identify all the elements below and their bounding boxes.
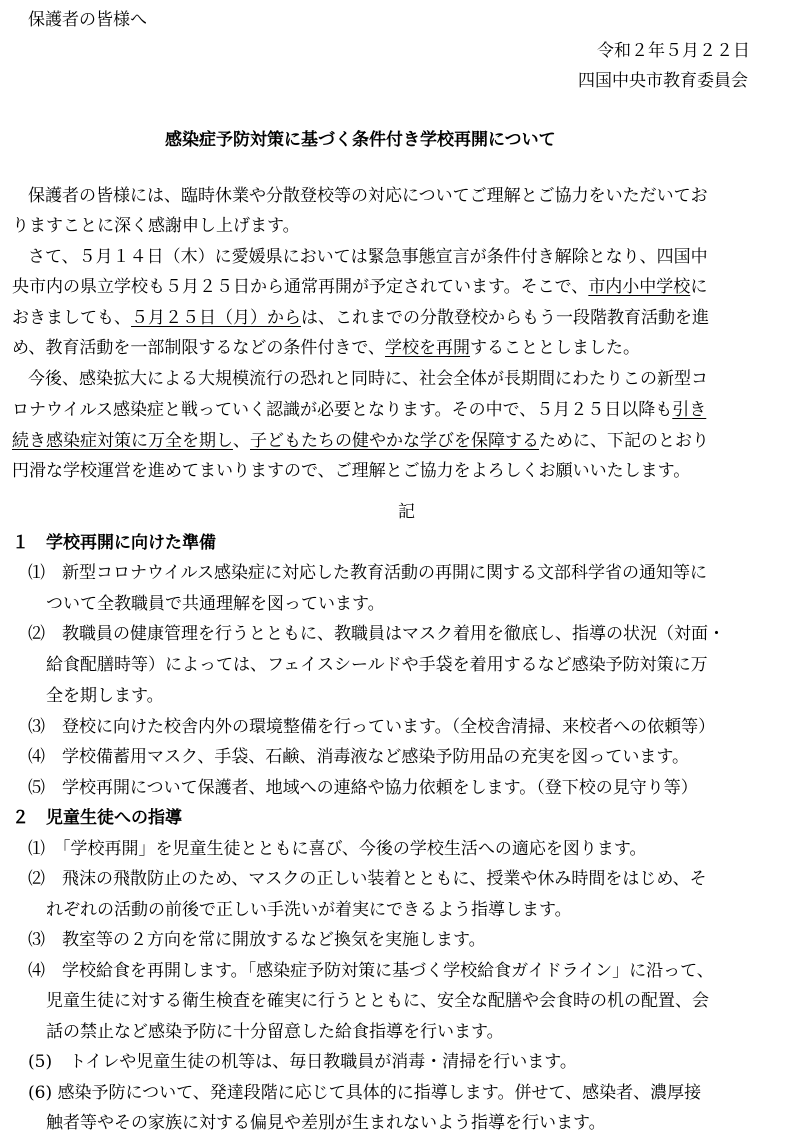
- ki-heading: 記: [398, 502, 415, 523]
- section1-heading: １ 学校再開に向けた準備: [12, 533, 216, 554]
- section2-item2-line2: れぞれの活動の前後で正しい手洗いが着実にできるよう指導します。: [46, 899, 572, 920]
- text: 央市内の県立学校も５月２５日から通常再開が予定されています。そこで、: [12, 277, 589, 298]
- text: 、: [233, 430, 250, 451]
- intro-p3-line2: [12, 399, 706, 421]
- intro-p2-line2: [12, 276, 707, 298]
- text: は、これまでの分散登校からもう一段階教育活動を進: [301, 308, 709, 329]
- section1-item4: ⑷ 学校備蓄用マスク、手袋、石鹸、消毒液など感染予防用品の充実を図っています。: [28, 746, 689, 767]
- section2-item4-line1: ⑷ 学校給食を再開します。「感染症予防対策に基づく学校給食ガイドライン」に沿って、: [28, 960, 714, 981]
- section1-item5: ⑸ 学校再開について保護者、地域への連絡や協力依頼をします。（登下校の見守り等）: [28, 777, 698, 798]
- page-title: 感染症予防対策に基づく条件付き学校再開について: [165, 129, 556, 150]
- section1-item2-line2: 給食配膳時等）によっては、フェイスシールドや手袋を着用するなど感染予防対策に万: [46, 655, 708, 676]
- intro-p2-line3: [12, 307, 709, 329]
- underlined-text: 引き: [672, 399, 707, 420]
- section2-item1: ⑴ 「学校再開」を児童生徒とともに喜び、今後の学校生活への適応を図ります。: [28, 838, 647, 859]
- underlined-text: 学校を再開: [384, 338, 470, 359]
- intro-p3-line4: 円滑な学校運営を進めてまいりますので、ご理解とご協力をよろしくお願いいたします。: [12, 460, 691, 481]
- text: することとしました。: [469, 338, 640, 359]
- intro-p1-line1: 保護者の皆様には、臨時休業や分散登校等の対応についてご理解とご協力をいただいてお: [28, 186, 708, 207]
- section1-item3: ⑶ 登校に向けた校舎内外の環境整備を行っています。（全校舎清掃、来校者への依頼等）: [28, 716, 716, 737]
- section1-item1-line1: ⑴ 新型コロナウイルス感染症に対応した教育活動の再開に関する文部科学省の通知等に: [28, 563, 707, 584]
- intro-p1-line2: りますことに深く感謝申し上げます。: [12, 216, 300, 237]
- issue-date: 令和２年５月２２日: [597, 40, 750, 61]
- text: ために、下記のとおり: [539, 430, 709, 451]
- section1-item1-line2: ついて全教職員で共通理解を図っています。: [46, 594, 385, 615]
- underlined-text: ５月２５日（月）から: [131, 308, 301, 329]
- underlined-text: 市内小中学校: [588, 277, 691, 298]
- section2-item5: (5) トイレや児童生徒の机等は、毎日教職員が消毒・清掃を行います。: [28, 1051, 577, 1072]
- underlined-text: 続き感染症対策に万全を期し: [12, 430, 233, 451]
- section2-item4-line3: 話の禁止など感染予防に十分留意した給食指導を行います。: [46, 1021, 504, 1042]
- text: に: [690, 277, 708, 298]
- section2-item4-line2: 児童生徒に対する衛生検査を確実に行うとともに、安全な配膳や会食時の机の配置、会: [46, 990, 709, 1011]
- text: ロナウイルス感染症と戦っていく認識が必要となります。その中で、５月２５日以降も: [12, 399, 673, 420]
- section1-item2-line3: 全を期します。: [46, 685, 164, 706]
- addressee: 保護者の皆様へ: [28, 9, 147, 30]
- section1-item2-line1: ⑵ 教職員の健康管理を行うとともに、教職員はマスク着用を徹底し、指導の状況（対面・: [28, 624, 725, 645]
- intro-p2-line4: [12, 337, 640, 359]
- section2-item3: ⑶ 教室等の２方向を常に開放するなど換気を実施します。: [28, 929, 486, 950]
- section2-item6-line1: (6) 感染予防について、発達段階に応じて具体的に指導します。併せて、感染者、濃厚接: [28, 1082, 702, 1103]
- section2-heading: ２ 児童生徒への指導: [12, 807, 182, 828]
- section2-item6-line2: 触者等やその家族に対する偏見や差別が生まれないよう指導を行います。: [46, 1113, 606, 1133]
- intro-p2-line1: さて、５月１４日（木）に愛媛県においては緊急事態宣言が条件付き解除となり、四国中: [28, 247, 708, 268]
- text: め、教育活動を一部制限するなどの条件付きで、: [12, 338, 385, 359]
- intro-p3-line1: 今後、感染拡大による大規模流行の恐れと同時に、社会全体が長期間にわたりこの新型コ: [28, 369, 708, 390]
- intro-p3-line3: [12, 430, 709, 452]
- text: おきましても、: [12, 308, 131, 329]
- section2-item2-line1: ⑵ 飛沫の飛散防止のため、マスクの正しい装着とともに、授業や休み時間をはじめ、そ: [28, 868, 707, 889]
- sender: 四国中央市教育委員会: [578, 70, 748, 91]
- underlined-text: 子どもたちの健やかな学びを保障する: [250, 430, 539, 451]
